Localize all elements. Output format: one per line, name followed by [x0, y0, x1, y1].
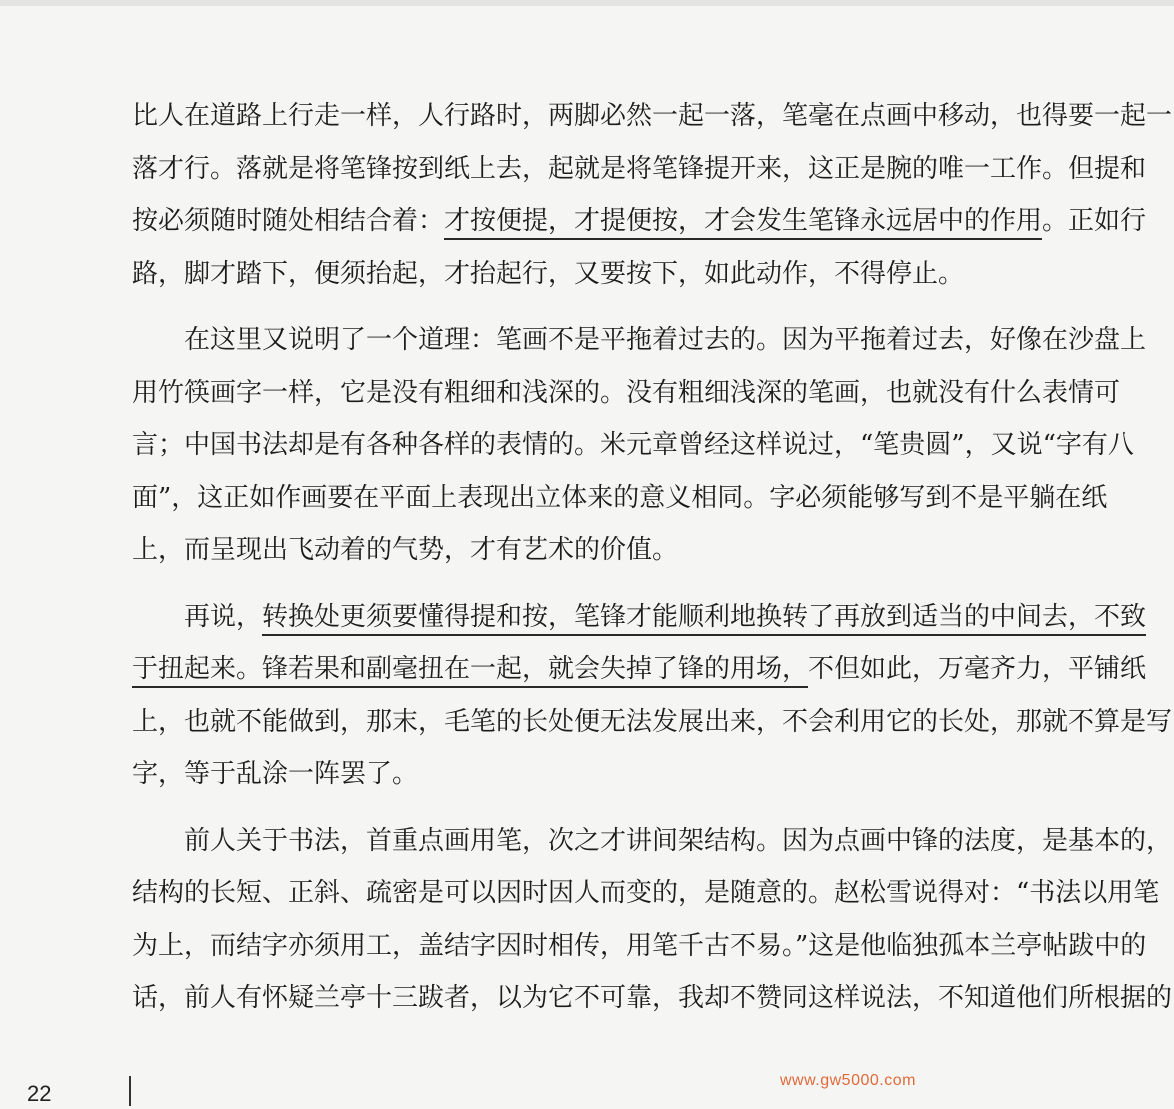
underlined-text: 才按便提，才提便按，才会发生笔锋永远居中的作用	[444, 206, 1042, 240]
text-run: 路，脚才踏下，便须抬起，才抬起行，又要按下，如此动作，不得停止。	[132, 258, 965, 289]
text-run: 言；中国书法却是有各种各样的表情的。米元章曾经这样说过，“笔贵圆”，又说“字有八	[132, 430, 1134, 460]
text-line	[132, 696, 1173, 749]
text-run: 用竹筷画字一样，它是没有粗细和浅深的。没有粗细浅深的笔画，也就没有什么表情可	[132, 377, 1121, 408]
text-run: 在这里又说明了一个道理：笔画不是平拖着过去的。因为平拖着过去，好像在沙盘上	[132, 325, 1147, 355]
text-line	[132, 815, 1173, 868]
text-run: 落才行。落就是将笔锋按到纸上去，起就是将笔锋提开来，这正是腕的唯一工作。但提和	[132, 153, 1147, 184]
text-line	[132, 90, 1173, 143]
underlined-text: 于扭起来。锋若果和副毫扭在一起，就会失掉了锋的用场，	[132, 654, 808, 688]
paragraph	[132, 90, 1173, 300]
text-run: 字，等于乱涂一阵罢了。	[132, 759, 419, 789]
text-run: 。正如行	[1042, 206, 1147, 236]
page-top-edge	[0, 0, 1174, 6]
paragraph	[132, 591, 1173, 801]
text-run: 比人在道路上行走一样，人行路时，两脚必然一起一落，笔毫在点画中移动，也得要一起一	[132, 101, 1173, 131]
text-run: 不但如此，万毫齐力，平铺纸	[808, 654, 1147, 684]
body-text	[132, 90, 1173, 1025]
text-line	[132, 248, 1092, 301]
text-run: 为上，而结字亦须用工，盖结字因时相传，用笔千古不易。”这是他临独孤本兰亭帖跋中的	[132, 930, 1147, 961]
text-run: 按必须随时随处相结合着：	[132, 206, 445, 236]
text-line	[132, 195, 1147, 248]
text-line	[132, 591, 1147, 644]
margin-rule	[129, 1076, 131, 1106]
text-line	[132, 472, 1108, 525]
paragraph	[132, 815, 1173, 1025]
text-line	[132, 748, 1092, 801]
text-line	[132, 920, 1147, 973]
text-run: 面”，这正如作画要在平面上表现出立体来的意义相同。字必须能够写到不是平躺在纸	[132, 482, 1108, 513]
text-run: 上，而呈现出飞动着的气势，才有艺术的价值。	[132, 535, 679, 565]
text-run: 上，也就不能做到，那末，毛笔的长处便无法发展出来，不会利用它的长处，那就不算是写	[132, 706, 1173, 737]
text-line	[132, 419, 1134, 472]
text-line	[132, 972, 1173, 1025]
page-number: 22	[27, 1081, 52, 1106]
text-run: 前人关于书法，首重点画用笔，次之才讲间架结构。因为点画中锋的法度，是基本的，	[132, 825, 1173, 856]
text-line	[132, 524, 1092, 577]
text-line	[132, 367, 1121, 420]
text-line	[132, 643, 1147, 696]
text-line	[132, 143, 1147, 196]
underlined-text: 转换处更须要懂得提和按，笔锋才能顺利地换转了再放到适当的中间去，不致	[262, 602, 1146, 636]
text-run: 再说，	[132, 601, 263, 632]
watermark-url: www.gw5000.com	[780, 1072, 916, 1089]
text-line	[132, 867, 1160, 920]
text-line	[132, 314, 1147, 367]
text-run: 结构的长短、正斜、疏密是可以因时因人而变的，是随意的。赵松雪说得对：“书法以用笔	[132, 878, 1160, 908]
paragraph	[132, 314, 1147, 577]
text-run: 话，前人有怀疑兰亭十三跋者，以为它不可靠，我却不赞同这样说法，不知道他们所根据的	[132, 983, 1173, 1013]
